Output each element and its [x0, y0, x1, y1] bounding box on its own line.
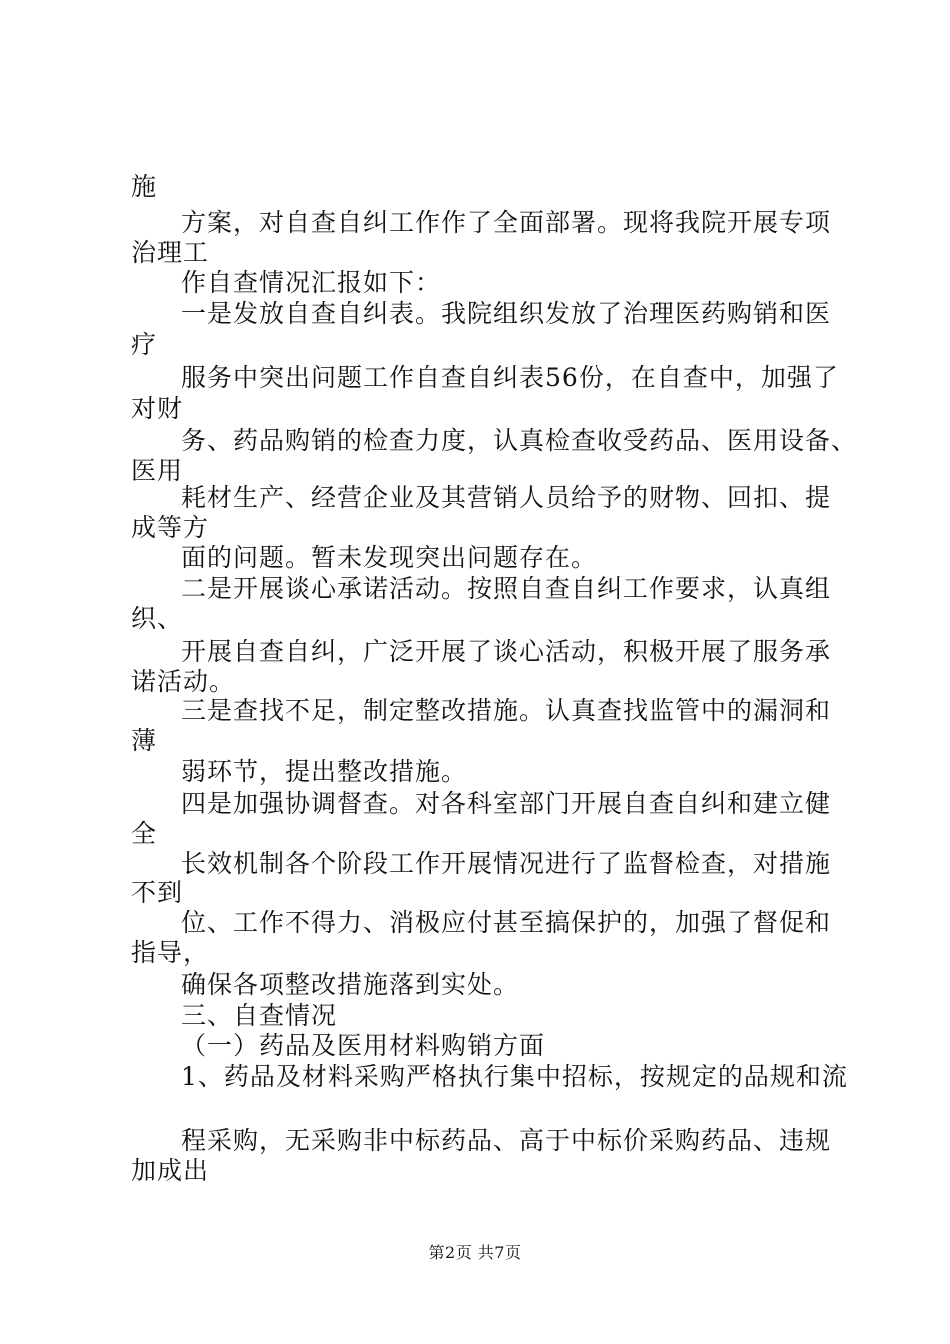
text-line-32: 加成出: [131, 1156, 210, 1185]
text-line-11: 耗材生产、经营企业及其营销人员给予的财物、回扣、提: [181, 483, 832, 512]
text-line-6: 疗: [131, 330, 158, 359]
text-line-3: 治理工: [131, 238, 210, 267]
text-line-1: 施: [131, 172, 158, 201]
text-line-13: 面的问题。暂未发现突出问题存在。: [181, 543, 598, 572]
text-line-7: 服务中突出问题工作自查自纠表56份，在自查中，加强了: [181, 363, 839, 392]
text-line-28: 三、自查情况: [181, 1001, 338, 1030]
text-line-26: 指导，: [131, 938, 210, 967]
text-line-21: 四是加强协调督查。对各科室部门开展自查自纠和建立健: [181, 789, 832, 818]
text-line-4: 作自查情况汇报如下：: [181, 268, 442, 297]
text-line-24: 不到: [131, 878, 184, 907]
text-line-19: 薄: [131, 726, 158, 755]
page-footer-indicator: 第2页 共7页: [428, 1243, 522, 1262]
text-line-29: （一）药品及医用材料购销方面: [181, 1031, 546, 1060]
text-line-27: 确保各项整改措施落到实处。: [181, 970, 520, 999]
text-line-5: 一是发放自查自纠表。我院组织发放了治理医药购销和医: [181, 299, 832, 328]
text-line-22: 全: [131, 819, 158, 848]
text-line-9: 务、药品购销的检查力度，认真检查收受药品、医用设备、: [181, 426, 858, 455]
text-line-14: 二是开展谈心承诺活动。按照自查自纠工作要求，认真组: [181, 574, 832, 603]
text-line-20: 弱环节，提出整改措施。: [181, 757, 468, 786]
text-line-25: 位、工作不得力、消极应付甚至搞保护的，加强了督促和: [181, 908, 832, 937]
text-line-16: 开展自查自纠，广泛开展了谈心活动，积极开展了服务承: [181, 637, 832, 666]
text-line-18: 三是查找不足，制定整改措施。认真查找监管中的漏洞和: [181, 696, 832, 725]
text-line-12: 成等方: [131, 513, 210, 542]
text-line-2: 方案，对自查自纠工作作了全面部署。现将我院开展专项: [181, 208, 832, 237]
text-line-31: 程采购，无采购非中标药品、高于中标价采购药品、违规: [181, 1126, 832, 1155]
text-line-15: 织、: [131, 604, 184, 633]
text-line-8: 对财: [131, 394, 184, 423]
text-line-17: 诺活动。: [131, 667, 236, 696]
text-line-30: 1、药品及材料采购严格执行集中招标，按规定的品规和流: [181, 1062, 848, 1091]
text-line-23: 长效机制各个阶段工作开展情况进行了监督检查，对措施: [181, 849, 832, 878]
text-line-10: 医用: [131, 456, 184, 485]
